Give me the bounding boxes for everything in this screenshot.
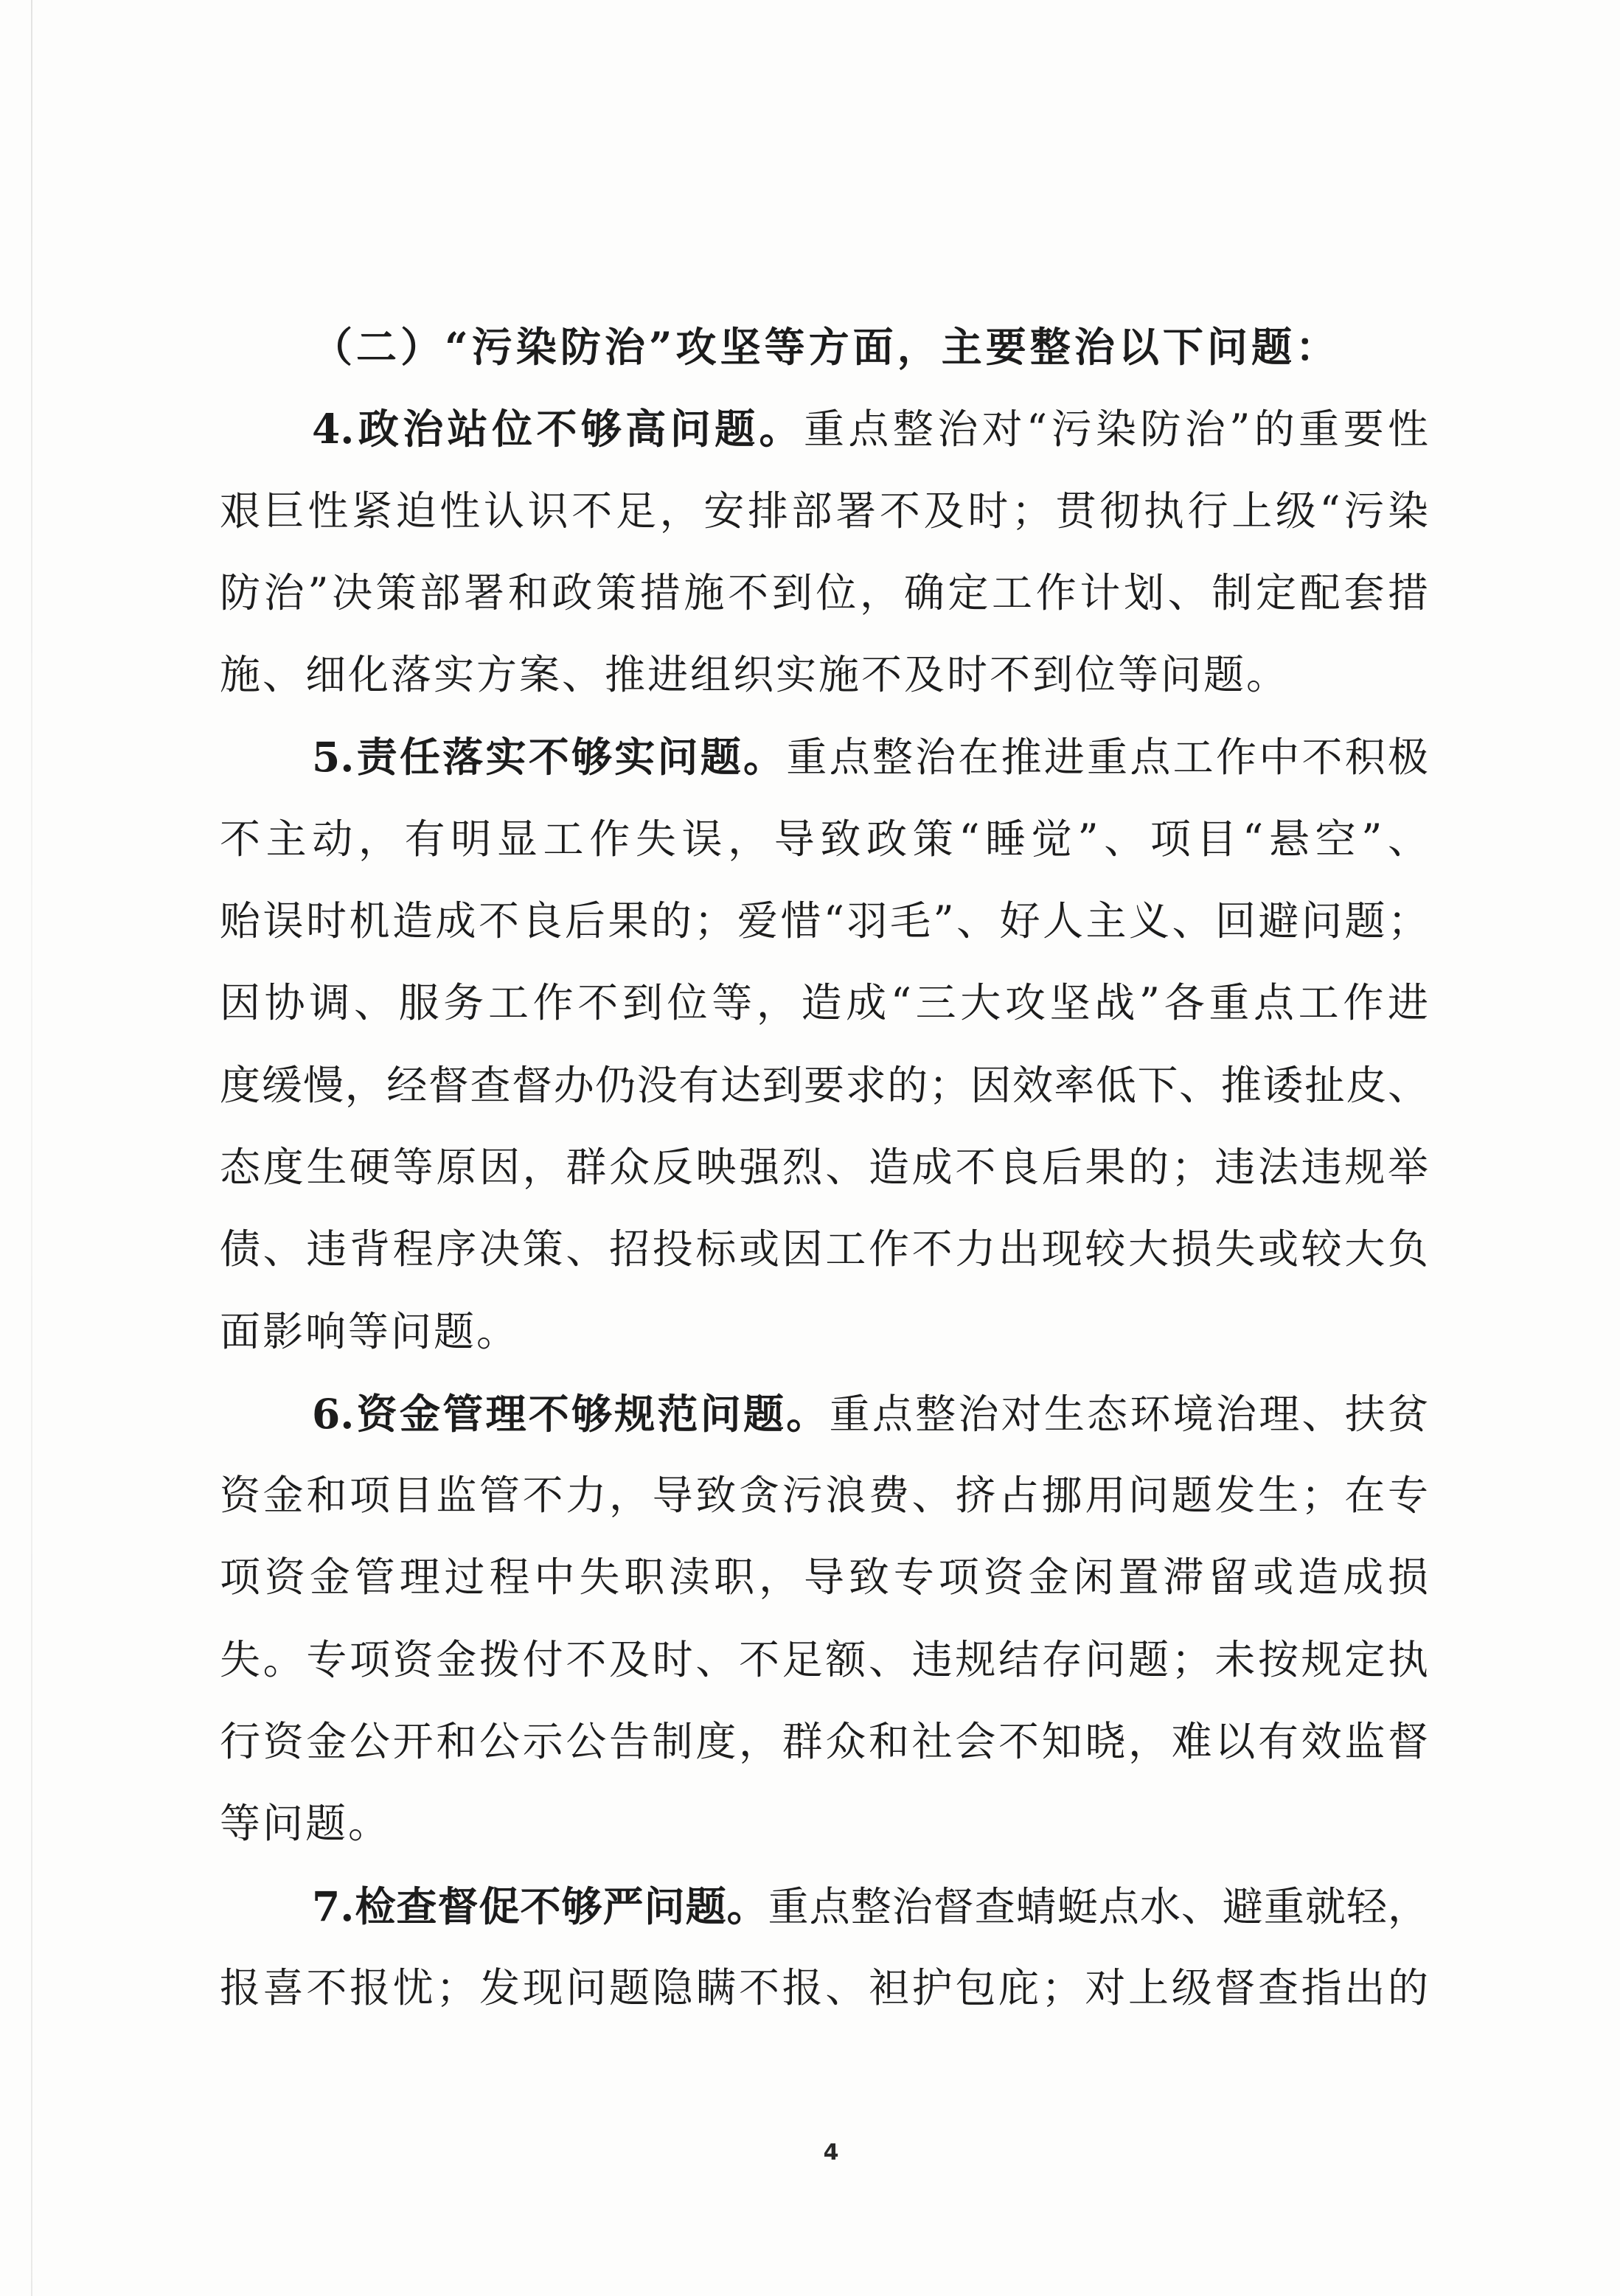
page-number: 4 — [823, 2140, 839, 2165]
paragraph-6-line-1 — [220, 1373, 1428, 1455]
paragraph-7-line-2: 报喜不报忧；发现问题隐瞒不报、袒护包庇；对上级督查指出的 — [220, 1963, 1428, 2011]
paragraph-5-text: 重点整治在推进重点工作中不积极 — [786, 734, 1428, 782]
section-heading: （二）“污染防治”攻坚等方面，主要整治以下问题： — [312, 323, 1336, 371]
paragraph-4-line-3: 防治”决策部署和政策措施不到位，确定工作计划、制定配套措 — [220, 568, 1428, 616]
paragraph-6-text: 重点整治对生态环境治理、扶贫 — [829, 1390, 1428, 1438]
paragraph-5-line-1 — [220, 716, 1428, 798]
paragraph-4-lead: 4.政治站位不够高问题。 — [312, 405, 804, 453]
paragraph-5-line-6: 态度生硬等原因，群众反映强烈、造成不良后果的；违法违规举 — [220, 1143, 1428, 1191]
paragraph-6-line-4: 失。专项资金拨付不及时、不足额、违规结存问题；未按规定执 — [220, 1635, 1428, 1683]
paragraph-6-lead: 6.资金管理不够规范问题。 — [312, 1389, 830, 1438]
paragraph-6-line-5: 行资金公开和公示公告制度，群众和社会不知晓，难以有效监督 — [220, 1718, 1428, 1766]
paragraph-5-line-2: 不主动，有明显工作失误，导致政策“睡觉”、项目“悬空”、 — [220, 815, 1428, 863]
paragraph-4-line-1 — [220, 388, 1428, 470]
paragraph-4-line-4: 施、细化落实方案、推进组织实施不及时不到位等问题。 — [220, 651, 1290, 699]
paragraph-7-line-1 — [220, 1865, 1428, 1947]
paragraph-6-line-3: 项资金管理过程中失职渎职，导致专项资金闲置滞留或造成损 — [220, 1554, 1428, 1601]
paragraph-4-text: 重点整治对“污染防治”的重要性 — [803, 406, 1428, 453]
paragraph-4-line-2: 艰巨性紧迫性认识不足，安排部署不及时；贯彻执行上级“污染 — [220, 487, 1428, 535]
paragraph-5-line-3: 贻误时机造成不良后果的；爱惜“羽毛”、好人主义、回避问题； — [220, 897, 1428, 945]
paragraph-7-text: 重点整治督查蜻蜓点水、避重就轻， — [768, 1882, 1428, 1930]
paragraph-5-line-7: 债、违背程序决策、招投标或因工作不力出现较大损失或较大负 — [220, 1225, 1428, 1273]
paragraph-6-line-2: 资金和项目监管不力，导致贪污浪费、挤占挪用问题发生；在专 — [220, 1472, 1428, 1520]
paragraph-5-line-5: 度缓慢，经督查督办仍没有达到要求的；因效率低下、推诿扯皮、 — [220, 1061, 1428, 1109]
paragraph-5-lead: 5.责任落实不够实问题。 — [312, 733, 787, 782]
paragraph-6-line-6: 等问题。 — [220, 1800, 392, 1848]
scan-edge — [31, 0, 32, 2296]
paragraph-5-line-4: 因协调、服务工作不到位等，造成“三大攻坚战”各重点工作进 — [220, 979, 1428, 1027]
document-body — [220, 306, 1428, 2029]
paragraph-5-line-8: 面影响等问题。 — [220, 1307, 520, 1355]
paragraph-7-lead: 7.检查督促不够严问题。 — [312, 1882, 768, 1930]
